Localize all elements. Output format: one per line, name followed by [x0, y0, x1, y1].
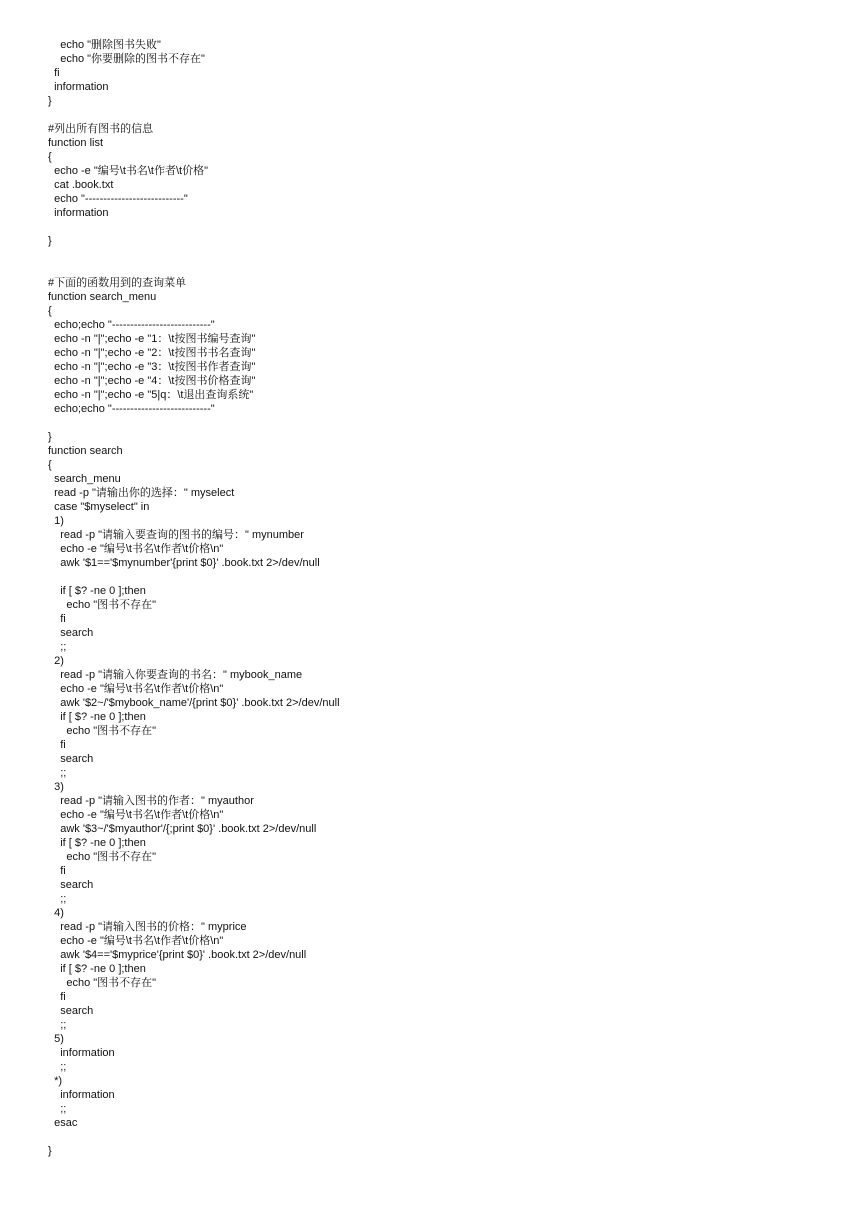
code-line: function list [48, 137, 104, 149]
code-line: echo "删除图书失败" [48, 39, 161, 51]
code-line: echo;echo "---------------------------" [48, 403, 215, 415]
code-line [48, 248, 340, 262]
code-line: cat .book.txt [48, 179, 114, 191]
code-line: 3) [48, 781, 64, 793]
code-line [48, 220, 340, 234]
code-line: echo -n "|";echo -e "1：\t按图书编号查询" [48, 333, 256, 345]
code-line: read -p "请输出你的选择：" myselect [48, 487, 235, 499]
code-line: if [ $? -ne 0 ];then [48, 837, 146, 849]
code-line [48, 570, 340, 584]
code-line [48, 108, 340, 122]
code-line: } [48, 235, 52, 247]
code-line: function search [48, 445, 123, 457]
code-line: echo "图书不存在" [48, 725, 157, 737]
code-line: } [48, 431, 52, 443]
code-line: fi [48, 613, 66, 625]
code-line: echo -e "编号\t书名\t作者\t价格" [48, 165, 209, 177]
code-line: ;; [48, 641, 67, 653]
code-line: esac [48, 1117, 78, 1129]
code-line: { [48, 305, 52, 317]
code-line: search_menu [48, 473, 121, 485]
code-listing [48, 38, 340, 1158]
code-line: echo "图书不存在" [48, 599, 157, 611]
code-line: echo -e "编号\t书名\t作者\t价格\n" [48, 809, 224, 821]
code-line: fi [48, 739, 66, 751]
code-line: awk '$1=='$mynumber'{print $0}' .book.txt 2>/dev/null [48, 557, 320, 569]
code-line: read -p "请输入你要查询的书名：" mybook_name [48, 669, 303, 681]
code-line: echo -e "编号\t书名\t作者\t价格\n" [48, 543, 224, 555]
code-line: information [48, 1089, 115, 1101]
code-line: ;; [48, 767, 67, 779]
code-line: { [48, 459, 52, 471]
code-line: awk '$2~/'$mybook_name'/{print $0}' .book.txt 2>/dev/null [48, 697, 340, 709]
code-line [48, 1130, 340, 1144]
code-line: information [48, 81, 109, 93]
code-line: echo -n "|";echo -e "2：\t按图书书名查询" [48, 347, 256, 359]
code-line: echo -e "编号\t书名\t作者\t价格\n" [48, 683, 224, 695]
code-line: ;; [48, 1019, 67, 1031]
code-line: *) [48, 1075, 63, 1087]
code-line: fi [48, 865, 66, 877]
code-line: ;; [48, 1103, 67, 1115]
code-line: echo "图书不存在" [48, 977, 157, 989]
code-line: ;; [48, 1061, 67, 1073]
code-line: if [ $? -ne 0 ];then [48, 585, 146, 597]
code-line: 2) [48, 655, 64, 667]
code-line: echo "图书不存在" [48, 851, 157, 863]
code-line: echo -n "|";echo -e "4：\t按图书价格查询" [48, 375, 256, 387]
code-line: information [48, 207, 109, 219]
code-line: information [48, 1047, 115, 1059]
code-line: function search_menu [48, 291, 157, 303]
code-line: ;; [48, 893, 67, 905]
code-line: echo "---------------------------" [48, 193, 188, 205]
code-line: search [48, 879, 94, 891]
code-line: 4) [48, 907, 64, 919]
code-line: read -p "请输入要查询的图书的编号：" mynumber [48, 529, 304, 541]
code-line: echo -n "|";echo -e "5|q：\t退出查询系统" [48, 389, 254, 401]
code-line: case "$myselect" in [48, 501, 150, 513]
code-line: search [48, 1005, 94, 1017]
code-line: fi [48, 67, 60, 79]
code-line: search [48, 753, 94, 765]
code-line: #下面的函数用到的查询菜单 [48, 277, 187, 289]
code-line: if [ $? -ne 0 ];then [48, 963, 146, 975]
code-line: echo -e "编号\t书名\t作者\t价格\n" [48, 935, 224, 947]
code-line: fi [48, 991, 66, 1003]
code-line: echo;echo "---------------------------" [48, 319, 215, 331]
code-line: #列出所有图书的信息 [48, 123, 154, 135]
code-line: echo -n "|";echo -e "3：\t按图书作者查询" [48, 361, 256, 373]
code-line: search [48, 627, 94, 639]
code-line: awk '$3~/'$myauthor'/{;print $0}' .book.txt 2>/dev/null [48, 823, 317, 835]
code-line: 5) [48, 1033, 64, 1045]
code-line [48, 416, 340, 430]
code-line: { [48, 151, 52, 163]
code-line: awk '$4=='$myprice'{print $0}' .book.txt 2>/dev/null [48, 949, 307, 961]
code-line: read -p "请输入图书的价格：" myprice [48, 921, 247, 933]
code-line: 1) [48, 515, 64, 527]
code-line [48, 262, 340, 276]
code-line: if [ $? -ne 0 ];then [48, 711, 146, 723]
code-line: read -p "请输入图书的作者：" myauthor [48, 795, 254, 807]
code-line: echo "你要删除的图书不存在" [48, 53, 205, 65]
code-line: } [48, 95, 52, 107]
code-line: } [48, 1145, 52, 1157]
